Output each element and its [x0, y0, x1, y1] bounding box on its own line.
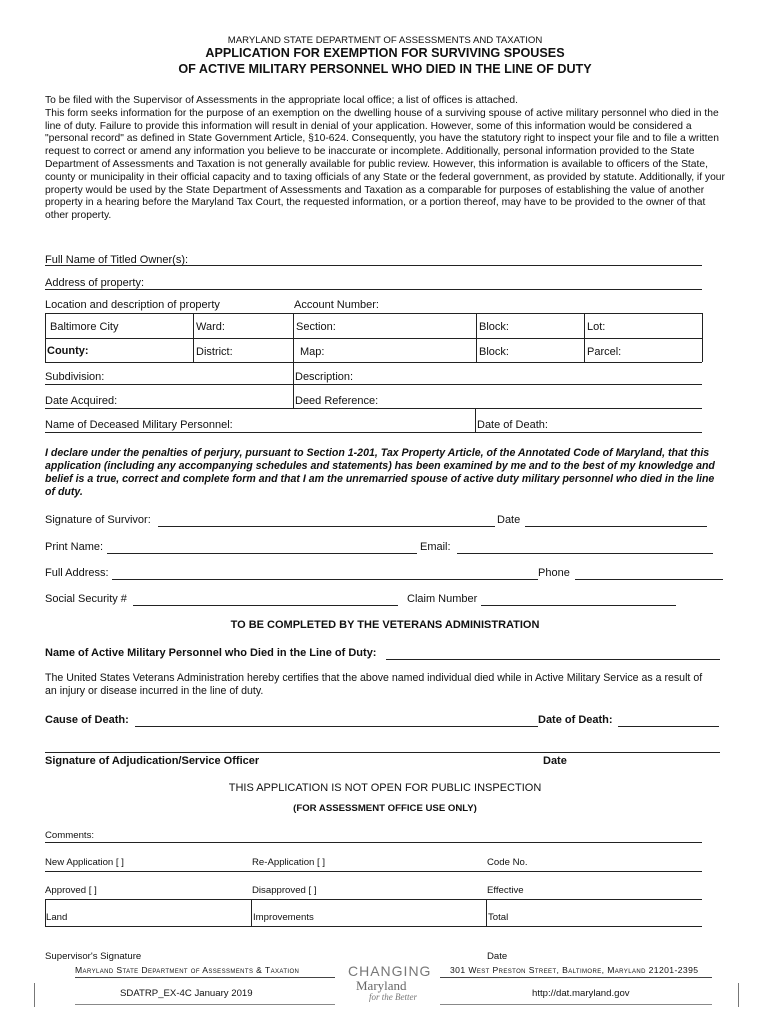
- date-acquired-label: Date Acquired:: [45, 395, 118, 407]
- deceased-name-field[interactable]: [45, 432, 702, 433]
- deceased-name-label: Name of Deceased Military Personnel:: [45, 419, 233, 431]
- signature-date-field[interactable]: [525, 526, 707, 527]
- description-label: Description:: [295, 371, 354, 383]
- address-field[interactable]: [45, 289, 702, 290]
- code-no-label: Code No.: [487, 857, 528, 868]
- location-label: Location and description of property: [45, 299, 220, 311]
- va-name-field[interactable]: [386, 659, 720, 660]
- signature-date-label: Date: [497, 514, 521, 526]
- full-address-label: Full Address:: [45, 567, 109, 579]
- date-of-death-label: Date of Death:: [477, 419, 548, 431]
- signature-survivor-field[interactable]: [158, 526, 495, 527]
- total-field[interactable]: Total: [488, 912, 509, 923]
- website-link[interactable]: http://dat.maryland.gov: [532, 988, 630, 999]
- parcel-field[interactable]: Parcel:: [587, 346, 622, 358]
- county-label: County:: [47, 345, 89, 357]
- claim-number-field[interactable]: [481, 605, 676, 606]
- form-title-line2: OF ACTIVE MILITARY PERSONNEL WHO DIED IN THE LINE OF DUTY: [178, 62, 592, 76]
- ssn-field[interactable]: [133, 605, 398, 606]
- office-use-only: (FOR ASSESSMENT OFFICE USE ONLY): [293, 803, 477, 814]
- new-application-checkbox[interactable]: New Application [ ]: [45, 857, 124, 868]
- section-field[interactable]: Section:: [296, 321, 336, 333]
- claim-number-label: Claim Number: [407, 593, 478, 605]
- email-field[interactable]: [457, 553, 713, 554]
- va-name-label: Name of Active Military Personnel who Died in the Line of Duty:: [45, 647, 377, 659]
- va-certification: The United States Veterans Administration hereby certifies that the above named individual died while in Active Military Service as a result of an injury or disease incurred in the line of duty.: [45, 672, 703, 697]
- ssn-label: Social Security #: [45, 593, 127, 605]
- email-label: Email:: [420, 541, 451, 553]
- effective-label: Effective: [487, 885, 524, 896]
- logo-maryland-text: Maryland: [356, 978, 407, 993]
- improvements-field[interactable]: Improvements: [253, 912, 314, 923]
- full-name-label: Full Name of Titled Owner(s):: [45, 254, 189, 266]
- district-field[interactable]: District:: [196, 346, 233, 358]
- map-field[interactable]: Map:: [300, 346, 325, 358]
- comments-label: Comments:: [45, 830, 95, 841]
- cause-of-death-field[interactable]: [135, 726, 538, 727]
- intro-line1: To be filed with the Supervisor of Assessments in the appropriate local office; a list of offices is attached.: [45, 95, 518, 106]
- block-field[interactable]: Block:: [479, 321, 509, 333]
- va-heading: TO BE COMPLETED BY THE VETERANS ADMINISTRATION: [230, 619, 540, 631]
- block-field-2[interactable]: Block:: [479, 346, 509, 358]
- phone-label: Phone: [538, 567, 570, 579]
- address-label: Address of property:: [45, 277, 145, 289]
- not-open-notice: THIS APPLICATION IS NOT OPEN FOR PUBLIC INSPECTION: [228, 782, 542, 794]
- supervisor-signature-label: Supervisor's Signature: [45, 951, 142, 962]
- form-id: SDATRP_EX-4C January 2019: [120, 988, 253, 999]
- signature-survivor-label: Signature of Survivor:: [45, 514, 151, 526]
- perjury-declaration: I declare under the penalties of perjury, pursuant to Section 1-201, Tax Property Article, of the Annotated Code of Maryland, that this application (including any accompanying schedules and statements) has been examined by me and to the best of my knowledge and belief is a true, correct and complete form and that I am the unremarried spouse of active duty military personnel who died in the line of duty.: [45, 447, 715, 498]
- lot-field[interactable]: Lot:: [587, 321, 606, 333]
- changing-maryland-logo: CHANGING: [348, 963, 432, 979]
- logo-tagline: for the Better: [369, 992, 417, 1002]
- officer-signature-field[interactable]: [45, 752, 720, 753]
- print-name-label: Print Name:: [45, 541, 104, 553]
- supervisor-date-label: Date: [487, 951, 508, 962]
- va-date-of-death-field[interactable]: [618, 726, 719, 727]
- full-name-field[interactable]: [45, 265, 702, 266]
- intro-text: [45, 95, 725, 223]
- officer-signature-label: Signature of Adjudication/Service Officer: [45, 755, 260, 767]
- subdivision-label: Subdivision:: [45, 371, 105, 383]
- land-field[interactable]: Land: [46, 912, 68, 923]
- account-number-label: Account Number:: [294, 299, 379, 311]
- va-date-of-death-label: Date of Death:: [538, 714, 613, 726]
- baltimore-city-label: Baltimore City: [50, 321, 119, 333]
- agency-header: MARYLAND STATE DEPARTMENT OF ASSESSMENTS AND TAXATION: [227, 35, 543, 46]
- footer-agency: Maryland State Department of Assessments & Taxation: [75, 965, 300, 975]
- disapproved-checkbox[interactable]: Disapproved [ ]: [252, 885, 317, 896]
- approved-checkbox[interactable]: Approved [ ]: [45, 885, 97, 896]
- phone-field[interactable]: [575, 579, 723, 580]
- re-application-checkbox[interactable]: Re-Application [ ]: [252, 857, 326, 868]
- ward-field[interactable]: Ward:: [196, 321, 225, 333]
- deed-reference-label: Deed Reference:: [295, 395, 379, 407]
- full-address-field[interactable]: [112, 579, 538, 580]
- print-name-field[interactable]: [107, 553, 417, 554]
- date-acquired-field[interactable]: [45, 408, 702, 409]
- comments-field[interactable]: [45, 842, 702, 843]
- footer-address: 301 West Preston Street, Baltimore, Maryland 21201-2395: [450, 965, 699, 975]
- form-title-line1: APPLICATION FOR EXEMPTION FOR SURVIVING SPOUSES: [205, 46, 565, 60]
- subdivision-field[interactable]: [45, 384, 702, 385]
- cause-of-death-label: Cause of Death:: [45, 714, 129, 726]
- intro-paragraph: This form seeks information for the purpose of an exemption on the dwelling house of a surviving spouse of active military personnel who died in the line of duty. Failure to provide this information will result in denial of your application. However, some of this information would be considered a "personal record" as defined in State Government Article, §10-624. Consequently, you have the statutory right to inspect your file and to file a written request to correct or amend any information you believe to be inaccurate or incomplete. Additionally, personal information provided to the State Department of Assessments and Taxation is not generally available for public review. However, this information is available to officers of the State, county or municipality in their official capacity and to taxing officials of any State or the federal government, as provided by statute. Additionally, if your property would be used by the State Department of Assessments and Taxation as a comparable for purposes of establishing the value of another property in a hearing before the Maryland Tax Court, the requested information, or a portion thereof, may have to be provided to the owner of that other property.: [45, 107, 725, 222]
- officer-date-label: Date: [543, 755, 567, 767]
